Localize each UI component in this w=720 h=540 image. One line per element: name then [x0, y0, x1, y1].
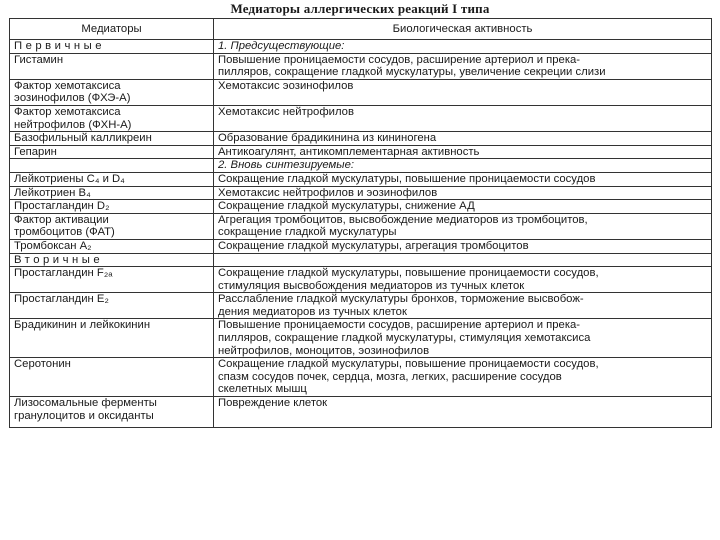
activity-cell: Повреждение клеток	[214, 397, 712, 428]
activity-cell: Сокращение гладкой мускулатуры, агрегация тромбоцитов	[214, 239, 712, 253]
mediator-cell: Лейкотриены C₄ и D₄	[10, 172, 214, 186]
mediator-cell: Тромбоксан A₂	[10, 239, 214, 253]
activity-cell: Антикоагулянт, антикомплементарная активность	[214, 145, 712, 159]
table-row	[10, 132, 712, 146]
activity-cell: Хемотаксис эозинофилов	[214, 79, 712, 105]
activity-cell: Повышение проницаемости сосудов, расширение артериол и прека- пилляров, сокращение гладкой мускулатуры, увеличение секреции слизи	[214, 53, 712, 79]
table-row	[10, 186, 712, 200]
table-header-row	[10, 19, 712, 40]
activity-cell: Расслабление гладкой мускулатуры бронхов, торможение высвобож- дения медиаторов из тучных клеток	[214, 293, 712, 319]
empty-cell	[214, 253, 712, 267]
table-row	[10, 53, 712, 79]
mediator-cell: Простагландин F₂ₐ	[10, 267, 214, 293]
table-row	[10, 145, 712, 159]
mediator-cell: Лейкотриен B₄	[10, 186, 214, 200]
activity-cell: Агрегация тромбоцитов, высвобождение медиаторов из тромбоцитов, сокращение гладкой мускулатуры	[214, 213, 712, 239]
table-row	[10, 319, 712, 358]
mediator-cell: Фактор активации тромбоцитов (ФАТ)	[10, 213, 214, 239]
table-row	[10, 267, 712, 293]
table-row	[10, 79, 712, 105]
mediator-cell: Фактор хемотаксиса нейтрофилов (ФХН-А)	[10, 105, 214, 131]
mediator-cell: Простагландин D₂	[10, 200, 214, 214]
mediator-cell: Лизосомальные ферменты гранулоцитов и оксиданты	[10, 397, 214, 428]
subheading-row	[10, 159, 712, 173]
mediator-cell: Гистамин	[10, 53, 214, 79]
activity-cell: Повышение проницаемости сосудов, расширение артериол и прека- пилляров, сокращение гладкой мускулатуры, стимуляция хемотаксиса нейтрофилов, моноцитов, эозинофилов	[214, 319, 712, 358]
table-row	[10, 213, 712, 239]
table-row	[10, 200, 712, 214]
empty-cell	[10, 159, 214, 173]
mediator-cell: Гепарин	[10, 145, 214, 159]
table-row	[10, 105, 712, 131]
table-row	[10, 172, 712, 186]
subheading-newly-synthesized: 2. Вновь синтезируемые:	[214, 159, 712, 173]
mediator-cell: Простагландин E₂	[10, 293, 214, 319]
header-activity: Биологическая активность	[214, 19, 712, 40]
subheading-preexisting: 1. Предсуществующие:	[214, 40, 712, 54]
activity-cell: Сокращение гладкой мускулатуры, повышение проницаемости сосудов	[214, 172, 712, 186]
header-mediators: Медиаторы	[10, 19, 214, 40]
mediator-cell: Серотонин	[10, 358, 214, 397]
activity-cell: Сокращение гладкой мускулатуры, повышение проницаемости сосудов, стимуляция высвобождения медиаторов из тучных клеток	[214, 267, 712, 293]
mediator-cell: Фактор хемотаксиса эозинофилов (ФХЭ-А)	[10, 79, 214, 105]
section-label-secondary: Вторичные	[10, 253, 214, 267]
activity-cell: Хемотаксис нейтрофилов и эозинофилов	[214, 186, 712, 200]
section-row-secondary	[10, 253, 712, 267]
activity-cell: Образование брадикинина из кининогена	[214, 132, 712, 146]
mediators-table	[9, 18, 712, 428]
table-row	[10, 397, 712, 428]
mediator-cell: Брадикинин и лейкокинин	[10, 319, 214, 358]
table-row	[10, 239, 712, 253]
table-row	[10, 293, 712, 319]
activity-cell: Сокращение гладкой мускулатуры, повышение проницаемости сосудов, спазм сосудов почек, сердца, мозга, легких, расширение сосудов скелетных мышц	[214, 358, 712, 397]
activity-cell: Сокращение гладкой мускулатуры, снижение АД	[214, 200, 712, 214]
section-row-primary	[10, 40, 712, 54]
mediator-cell: Базофильный калликреин	[10, 132, 214, 146]
section-label-primary: Первичные	[10, 40, 214, 54]
table-row	[10, 358, 712, 397]
activity-cell: Хемотаксис нейтрофилов	[214, 105, 712, 131]
page-title: Медиаторы аллергических реакций I типа	[230, 1, 490, 16]
